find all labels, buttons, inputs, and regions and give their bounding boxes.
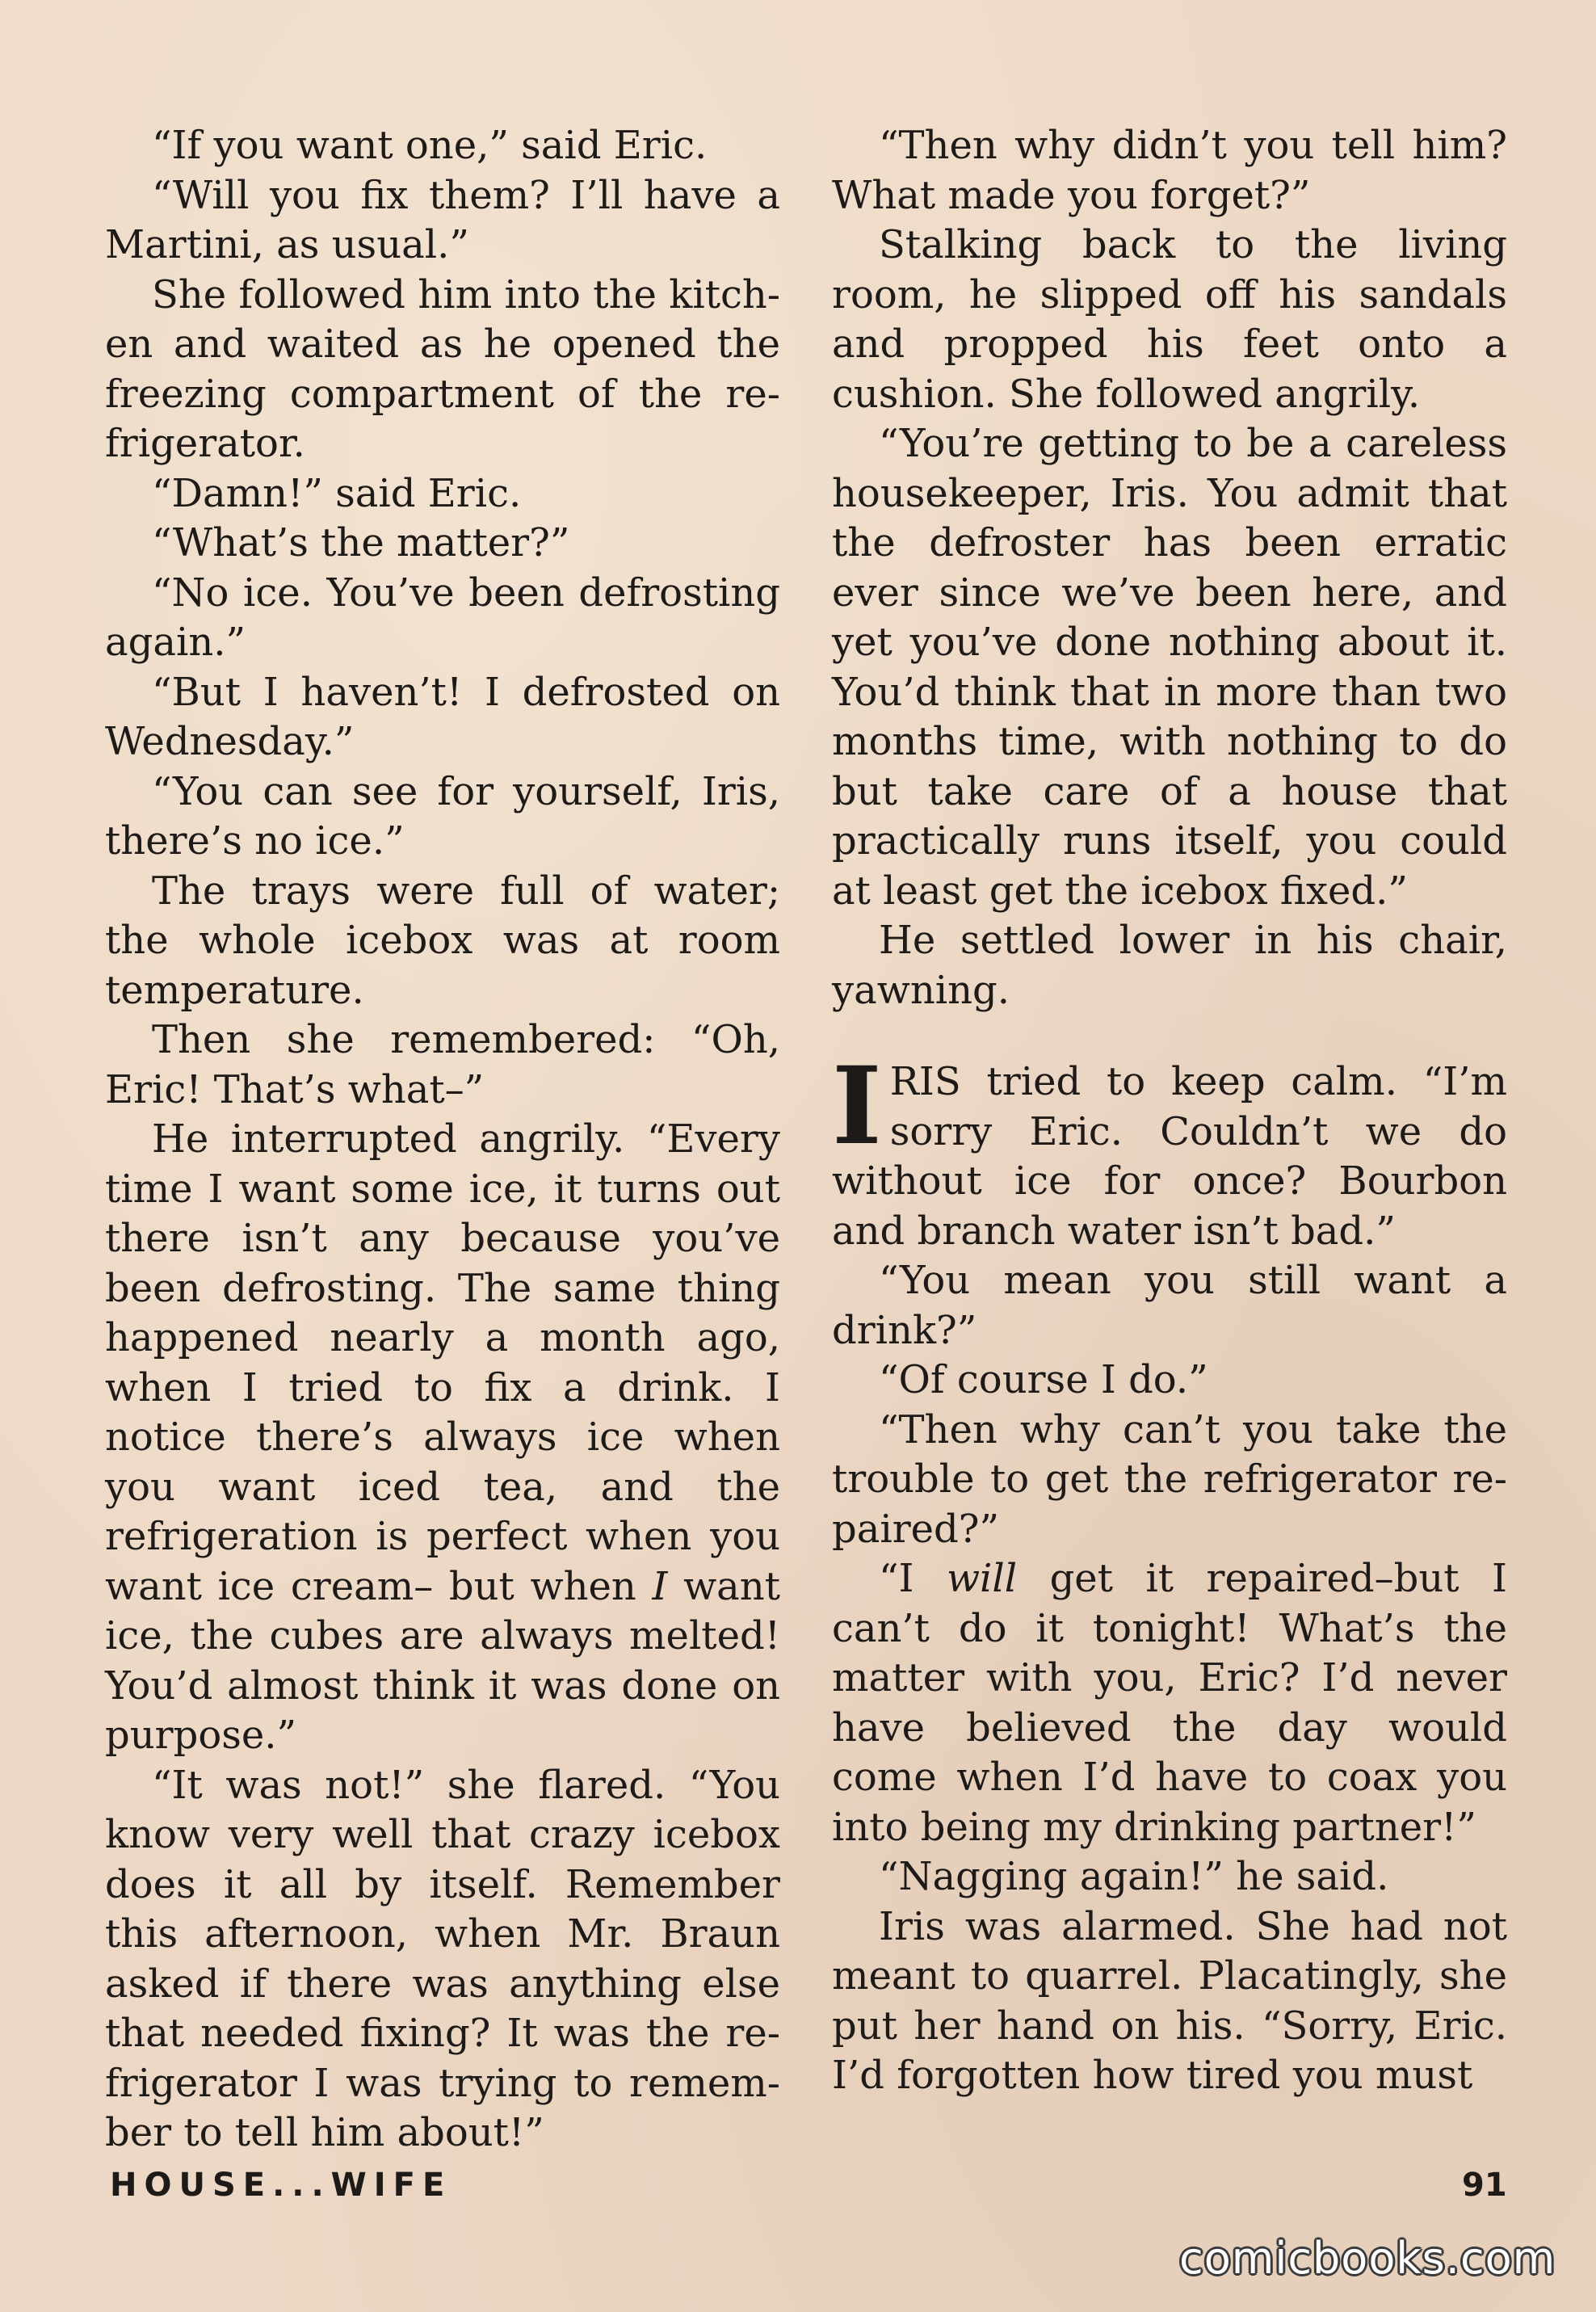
text-run: He interrupted angrily. “Every time I want some ice, it turns out there isn’t any because you’ve been defrosting. The same thing happened nearly a month ago, when I tried to fix a drink. I notice there’s always ice when you want iced tea, and the refrigeration is perfect when you want ice cream– but when — [105, 1116, 780, 1609]
text-run: RIS tried to keep calm. “I’m sorry Eric. Couldn’t we do without ice for once? Bourbon and branch water isn’t bad.” — [832, 1059, 1507, 1254]
italic-text: I — [652, 1563, 668, 1609]
paragraph — [832, 1554, 1507, 1852]
left-text-column — [105, 121, 780, 2159]
text-run: “I — [879, 1556, 947, 1601]
paragraph: “You’re getting to be a careless housekeeper, Iris. You admit that the defroster has been erratic ever since we’ve been here, and yet you’ve done nothing about it. You’d think that in more than two months time, with nothing to do but take care of a house that practically runs itself, you could at least get the icebox fixed.” — [832, 421, 1507, 914]
paragraph: “You can see for yourself, Iris, there’s no ice.” — [105, 768, 780, 864]
right-text-column — [832, 121, 1507, 2101]
paragraph: “Nagging again!” he said. — [879, 1854, 1389, 1899]
paragraph: He settled lower in his chair, yawning. — [832, 918, 1507, 1013]
paragraph: Iris was alarmed. She had not meant to quarrel. Placatingly, she put her hand on his. “Sorry, Eric. I’d forgotten how tired you must — [832, 1903, 1507, 2098]
paragraph: “Damn!” said Eric. — [152, 470, 522, 516]
paragraph: “Of course I do.” — [879, 1357, 1208, 1402]
paragraph: “It was not!” she flared. “You know very well that crazy icebox does it all by itself. Remember this afternoon, when Mr. Braun asked if there was anything else that needed fixing? It was the re-frigerator I was trying to remem-ber to tell him about!” — [105, 1762, 780, 2155]
text-run: want ice, the cubes are always melted! You’d almost think it was done on purpose.” — [105, 1563, 781, 1758]
text-run: get it repaired–but I can’t do it tonight! What’s the matter with you, Eric? I’d never have believed the day would come when I’d have to coax you into being my drinking partner!” — [832, 1556, 1508, 1850]
italic-text: will — [946, 1556, 1018, 1601]
page-number: 91 — [1462, 2167, 1507, 2204]
paragraph: “You mean you still want a drink?” — [832, 1258, 1507, 1353]
paragraph: “Will you fix them? I’ll have a Martini, as usual.” — [105, 172, 780, 267]
paragraph: “If you want one,” said Eric. — [152, 123, 708, 168]
site-watermark: comicbooks.com — [1179, 2233, 1556, 2284]
paragraph: Then she remembered: “Oh, Eric! That’s what–” — [105, 1017, 780, 1112]
paragraph: “What’s the matter?” — [152, 520, 570, 565]
section-opening-paragraph — [832, 1044, 1507, 1256]
paragraph: The trays were full of water; the whole icebox was at room temperature. — [105, 868, 780, 1013]
paragraph: She followed him into the kitch-en and waited as he opened the freezing compartment of the re-frigerator. — [105, 271, 780, 466]
paragraph: “No ice. You’ve been defrosting again.” — [105, 570, 780, 665]
paragraph: “Then why didn’t you tell him? What made you forget?” — [832, 123, 1507, 218]
paragraph: Stalking back to the living room, he slipped off his sandals and propped his feet onto a cushion. She followed angrily. — [832, 222, 1507, 417]
drop-cap: I — [832, 1044, 882, 1169]
paragraph — [105, 1115, 780, 1761]
paragraph: “But I haven’t! I defrosted on Wednesday.” — [105, 669, 780, 764]
paragraph: “Then why can’t you take the trouble to get the refrigerator re-paired?” — [832, 1406, 1507, 1552]
running-footer-title: HOUSE...WIFE — [110, 2167, 452, 2204]
